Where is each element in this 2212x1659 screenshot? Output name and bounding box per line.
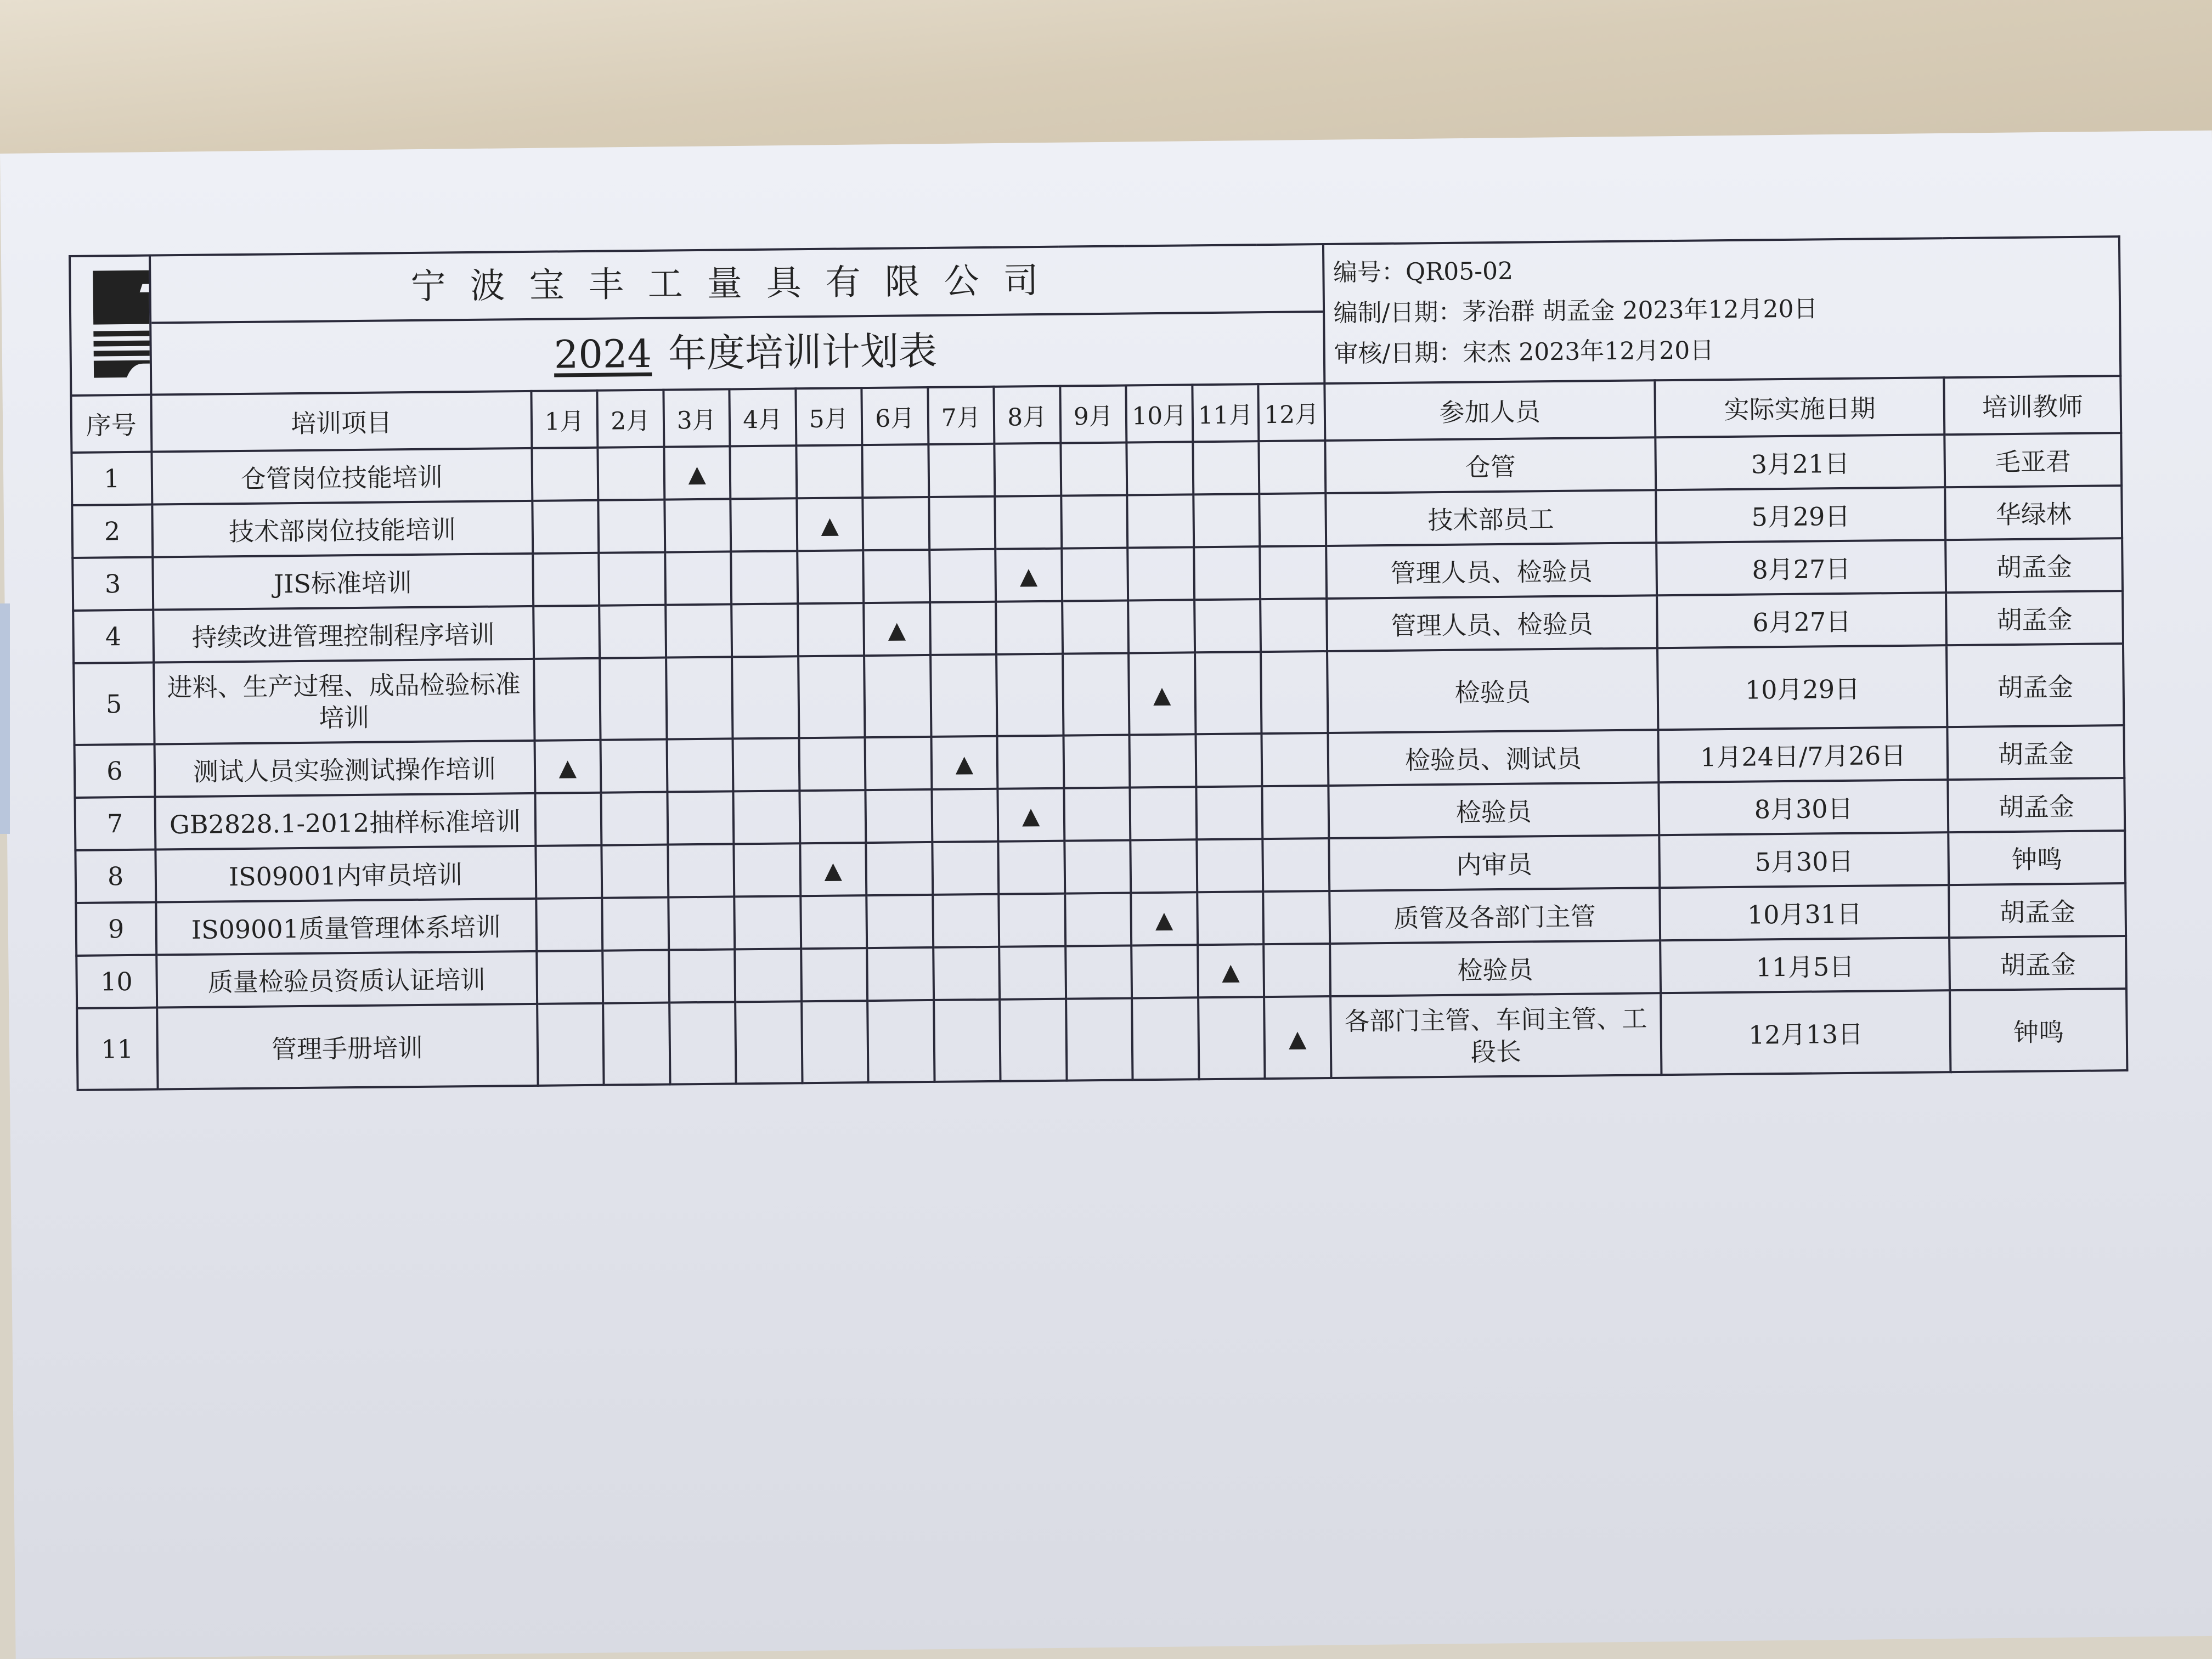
scheduled-marker-icon: ▲ [688, 460, 707, 488]
row-actual-date: 1月24日/7月26日 [1658, 727, 1948, 782]
row-month-7-cell [932, 789, 998, 842]
row-trainer: 毛亚君 [1945, 433, 2122, 487]
row-month-6-cell [863, 550, 929, 603]
scheduled-marker-icon: ▲ [955, 750, 974, 777]
plan-rows [71, 433, 2127, 1090]
row-month-9-cell [1063, 653, 1130, 735]
row-month-1-cell [536, 898, 602, 951]
row-month-11-cell [1198, 997, 1265, 1079]
row-month-4-cell [733, 791, 799, 844]
scheduled-marker-icon: ▲ [1153, 681, 1171, 708]
header-project: 培训项目 [151, 391, 532, 452]
row-month-10-cell [1130, 787, 1196, 840]
row-project: 管理手册培训 [157, 1004, 538, 1090]
row-month-1-cell [532, 448, 598, 501]
row-month-8-cell [995, 549, 1062, 602]
row-month-5-cell [798, 603, 864, 656]
scheduled-marker-icon: ▲ [558, 754, 577, 781]
row-month-8-cell [1000, 999, 1066, 1081]
row-seq: 7 [75, 797, 155, 850]
row-month-1-cell [533, 553, 599, 606]
row-project: 测试人员实验测试操作培训 [154, 741, 535, 797]
row-trainer: 钟鸣 [1949, 831, 2126, 885]
scheduled-marker-icon: ▲ [1222, 958, 1240, 985]
row-month-5-cell [799, 790, 866, 843]
row-month-6-cell [866, 842, 932, 895]
row-month-12-cell [1263, 944, 1330, 997]
scheduled-marker-icon: ▲ [824, 856, 843, 884]
row-month-1-cell [534, 740, 601, 793]
row-month-12-cell [1261, 651, 1328, 733]
row-participants: 检验员、测试员 [1328, 730, 1658, 786]
row-month-11-cell [1197, 891, 1263, 945]
row-month-12-cell [1262, 733, 1328, 786]
row-month-11-cell [1198, 944, 1264, 997]
row-participants: 内审员 [1329, 835, 1660, 891]
row-month-4-cell [734, 896, 800, 949]
row-participants: 仓管 [1325, 437, 1656, 493]
header-participants: 参加人员 [1324, 380, 1656, 441]
row-trainer: 胡孟金 [1948, 725, 2125, 780]
header-month-9: 9月 [1060, 386, 1126, 443]
row-month-9-cell [1065, 893, 1131, 946]
row-month-8-cell [995, 496, 1061, 549]
row-month-7-cell [930, 602, 996, 655]
row-month-12-cell [1259, 441, 1325, 494]
row-month-7-cell [932, 842, 998, 895]
header-month-8: 8月 [994, 386, 1060, 444]
reviewed-by: 审核/日期：宋杰 2023年12月20日 [1334, 336, 1714, 368]
header-trainer: 培训教师 [1944, 376, 2121, 435]
row-participants: 检验员 [1328, 782, 1659, 838]
row-month-5-cell [800, 843, 866, 896]
row-actual-date: 6月27日 [1657, 592, 1946, 648]
row-trainer: 胡孟金 [1950, 936, 2127, 990]
row-seq: 8 [75, 850, 156, 903]
row-month-7-cell [931, 736, 997, 789]
row-month-7-cell [929, 496, 995, 550]
scheduled-marker-icon: ▲ [1155, 906, 1173, 934]
scheduled-marker-icon: ▲ [1019, 562, 1038, 590]
row-month-4-cell [732, 656, 799, 738]
row-project: 持续改进管理控制程序培训 [153, 606, 534, 663]
row-month-6-cell [867, 947, 933, 1001]
header-month-2: 2月 [597, 390, 663, 448]
row-actual-date: 12月13日 [1661, 990, 1951, 1075]
row-month-9-cell [1064, 840, 1131, 893]
row-month-4-cell [731, 551, 797, 604]
row-month-4-cell [731, 603, 798, 657]
row-month-10-cell [1127, 494, 1193, 548]
row-month-1-cell [537, 951, 603, 1004]
row-participants: 管理人员、检验员 [1327, 595, 1657, 651]
row-project: GB2828.1-2012抽样标准培训 [155, 793, 535, 850]
header-month-1: 1月 [531, 391, 597, 448]
row-month-6-cell [866, 895, 933, 948]
row-month-10-cell [1128, 600, 1194, 653]
row-month-3-cell [665, 551, 731, 605]
row-month-6-cell [862, 497, 929, 550]
row-month-5-cell [798, 656, 865, 738]
row-month-8-cell [996, 601, 1062, 654]
row-actual-date: 3月21日 [1655, 435, 1945, 490]
header-month-11: 11月 [1192, 384, 1259, 442]
row-month-11-cell [1197, 839, 1263, 892]
form-table [69, 235, 2128, 1091]
row-participants: 技术部员工 [1325, 490, 1656, 546]
row-month-3-cell [669, 949, 735, 1002]
row-month-11-cell [1194, 546, 1260, 600]
row-month-5-cell [799, 737, 865, 791]
row-month-5-cell [800, 895, 867, 949]
row-participants: 检验员 [1330, 940, 1661, 996]
row-month-9-cell [1062, 548, 1128, 601]
row-trainer: 胡孟金 [1946, 538, 2123, 592]
row-seq: 5 [74, 663, 154, 745]
header-month-5: 5月 [795, 388, 862, 445]
row-month-8-cell [998, 841, 1064, 894]
row-seq: 10 [76, 955, 157, 1008]
row-month-9-cell [1060, 443, 1127, 496]
row-actual-date: 8月27日 [1656, 540, 1946, 595]
row-trainer: 钟鸣 [1950, 989, 2127, 1072]
row-seq: 1 [71, 452, 152, 505]
row-month-2-cell [603, 1003, 670, 1085]
company-logo [70, 256, 151, 396]
header-month-3: 3月 [663, 389, 730, 447]
row-month-3-cell [665, 604, 732, 657]
row-month-4-cell [730, 498, 797, 551]
row-month-12-cell [1262, 786, 1328, 839]
row-project: IS09001内审员培训 [155, 846, 536, 902]
row-month-12-cell [1260, 546, 1326, 599]
row-project: 进料、生产过程、成品检验标准培训 [154, 659, 534, 744]
row-month-11-cell [1196, 786, 1262, 839]
row-month-8-cell [999, 946, 1065, 1000]
row-trainer: 胡孟金 [1946, 591, 2123, 645]
row-month-7-cell [934, 1000, 1001, 1082]
row-month-7-cell [928, 444, 995, 497]
row-month-6-cell [862, 444, 928, 498]
row-month-3-cell [669, 1002, 736, 1084]
row-month-4-cell [733, 738, 799, 791]
row-month-9-cell [1065, 945, 1132, 998]
company-name: 宁波宝丰工量具有限公司 [151, 246, 1323, 324]
row-month-10-cell [1131, 892, 1197, 945]
scheduled-marker-icon: ▲ [821, 511, 839, 539]
row-month-2-cell [601, 845, 668, 898]
row-project: IS09001质量管理体系培训 [156, 899, 537, 955]
row-month-3-cell [667, 738, 733, 792]
plan-year: 2024 [554, 331, 652, 377]
row-month-1-cell [537, 1003, 604, 1086]
row-month-3-cell [664, 499, 731, 552]
doc-number: 编号：QR05-02 [1333, 257, 1514, 287]
row-month-1-cell [534, 658, 601, 741]
row-trainer: 胡孟金 [1948, 778, 2125, 832]
row-month-9-cell [1062, 600, 1128, 653]
row-month-10-cell [1128, 652, 1195, 735]
row-month-9-cell [1061, 495, 1127, 549]
row-month-11-cell [1193, 441, 1259, 494]
row-seq: 9 [76, 902, 156, 956]
row-month-10-cell [1131, 945, 1198, 998]
row-actual-date: 5月29日 [1656, 487, 1945, 543]
row-month-8-cell [996, 654, 1063, 736]
compiled-by: 编制/日期：茅治群 胡孟金 2023年12月20日 [1333, 295, 1818, 328]
row-actual-date: 8月30日 [1659, 780, 1949, 835]
row-month-9-cell [1063, 735, 1130, 788]
row-month-5-cell [796, 445, 862, 498]
row-month-6-cell [864, 655, 931, 737]
plan-title-text: 年度培训计划表 [668, 328, 938, 376]
row-month-11-cell [1194, 599, 1261, 652]
row-month-1-cell [535, 845, 602, 899]
row-month-4-cell [735, 1001, 802, 1084]
row-month-1-cell [533, 606, 600, 659]
header-month-12: 12月 [1258, 383, 1325, 441]
row-month-10-cell [1130, 839, 1197, 893]
plan-title [151, 313, 1323, 393]
row-participants: 各部门主管、车间主管、工段长 [1330, 993, 1662, 1078]
row-month-3-cell [668, 844, 734, 897]
row-project: 仓管岗位技能培训 [151, 448, 532, 505]
row-month-5-cell [801, 948, 867, 1001]
row-month-4-cell [735, 949, 801, 1002]
header-month-6: 6月 [861, 387, 928, 445]
row-month-2-cell [599, 605, 665, 658]
row-month-10-cell [1130, 734, 1196, 787]
scheduled-marker-icon: ▲ [888, 616, 906, 644]
row-month-9-cell [1066, 998, 1133, 1080]
row-month-8-cell [994, 443, 1060, 496]
row-actual-date: 10月31日 [1660, 885, 1949, 940]
row-month-4-cell [733, 843, 800, 896]
row-month-6-cell [864, 602, 930, 656]
row-month-3-cell [668, 896, 735, 950]
row-month-2-cell [600, 658, 667, 740]
row-month-12-cell [1262, 838, 1329, 891]
header-actual-date: 实际实施日期 [1655, 377, 1944, 437]
row-seq: 4 [73, 610, 154, 663]
paper-edge-tab [0, 603, 10, 834]
row-project: JIS标准培训 [153, 554, 533, 610]
row-month-3-cell [664, 446, 730, 499]
row-seq: 2 [72, 505, 153, 558]
row-actual-date: 11月5日 [1660, 938, 1950, 993]
row-month-1-cell [535, 793, 601, 846]
row-seq: 11 [77, 1008, 157, 1090]
row-project: 质量检验员资质认证培训 [156, 951, 537, 1008]
row-month-2-cell [602, 898, 668, 951]
row-month-1-cell [532, 500, 599, 554]
header-seq: 序号 [71, 395, 151, 453]
row-trainer: 华绿林 [1945, 486, 2123, 540]
row-month-8-cell [998, 894, 1065, 947]
form-header [70, 236, 2120, 396]
row-month-11-cell [1195, 652, 1262, 734]
row-month-10-cell [1132, 997, 1199, 1080]
row-participants: 质管及各部门主管 [1329, 888, 1660, 944]
row-month-2-cell [597, 447, 664, 500]
row-month-7-cell [933, 894, 999, 947]
row-month-12-cell [1263, 891, 1329, 944]
row-month-3-cell [666, 657, 733, 739]
row-month-7-cell [930, 654, 997, 737]
row-month-7-cell [929, 549, 996, 602]
row-month-2-cell [599, 552, 665, 606]
row-month-12-cell [1264, 996, 1331, 1079]
row-month-10-cell [1127, 547, 1194, 600]
scheduled-marker-icon: ▲ [1022, 802, 1040, 830]
row-month-7-cell [933, 947, 1000, 1000]
header-month-7: 7月 [928, 387, 994, 444]
row-month-5-cell [797, 550, 864, 603]
row-month-2-cell [598, 500, 664, 553]
row-month-5-cell [797, 498, 863, 551]
row-participants: 管理人员、检验员 [1326, 543, 1657, 599]
row-month-4-cell [730, 445, 796, 499]
header-month-10: 10月 [1126, 385, 1192, 442]
header-month-4: 4月 [729, 388, 795, 446]
row-month-2-cell [602, 950, 669, 1003]
scheduled-marker-icon: ▲ [1288, 1024, 1307, 1052]
training-plan-form [69, 235, 2129, 1097]
row-month-10-cell [1126, 442, 1193, 495]
row-month-8-cell [997, 736, 1064, 789]
row-actual-date: 5月30日 [1659, 832, 1949, 888]
row-month-12-cell [1259, 493, 1325, 546]
row-participants: 检验员 [1327, 648, 1658, 733]
row-month-8-cell [997, 788, 1064, 842]
row-month-11-cell [1193, 494, 1260, 547]
row-month-3-cell [667, 791, 733, 844]
row-month-6-cell [865, 789, 932, 843]
document-meta [1323, 236, 2121, 383]
row-month-5-cell [802, 1001, 868, 1083]
row-trainer: 胡孟金 [1949, 883, 2126, 938]
row-trainer: 胡孟金 [1946, 644, 2124, 727]
row-actual-date: 10月29日 [1657, 645, 1948, 730]
row-project: 技术部岗位技能培训 [152, 501, 533, 557]
row-month-2-cell [601, 740, 667, 793]
logo-icon [71, 258, 151, 386]
row-month-9-cell [1064, 787, 1130, 840]
row-month-6-cell [865, 737, 932, 790]
row-seq: 6 [75, 744, 155, 798]
row-month-11-cell [1195, 733, 1262, 787]
row-month-6-cell [867, 1000, 934, 1082]
row-seq: 3 [72, 557, 153, 611]
row-month-2-cell [601, 792, 667, 845]
row-month-12-cell [1260, 599, 1327, 652]
